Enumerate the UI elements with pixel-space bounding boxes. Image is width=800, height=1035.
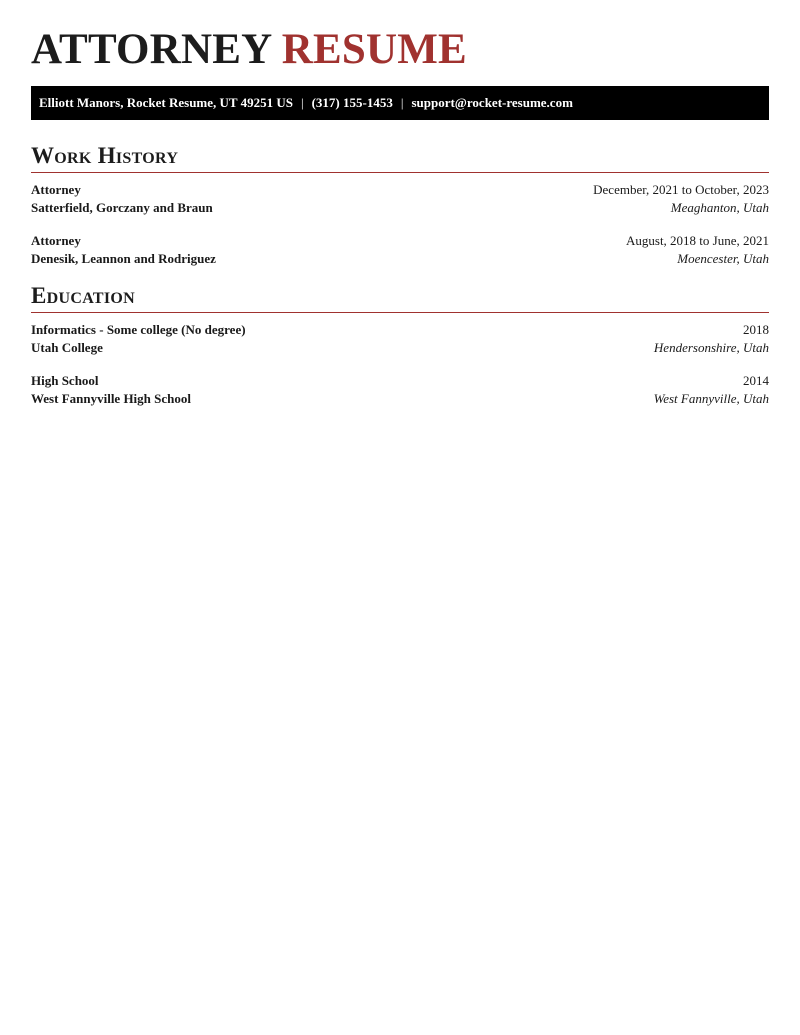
job-dates: December, 2021 to October, 2023 xyxy=(593,182,769,197)
degree-name: High School xyxy=(31,373,99,388)
graduation-year: 2018 xyxy=(743,322,769,337)
school-location: West Fannyville, Utah xyxy=(653,390,769,406)
education-entry xyxy=(31,372,769,407)
job-title: Attorney xyxy=(31,233,81,248)
education-heading: Education xyxy=(31,284,769,313)
job-location: Meaghanton, Utah xyxy=(670,199,769,215)
work-entry xyxy=(31,181,769,216)
school-location: Hendersonshire, Utah xyxy=(653,339,769,355)
degree-name: Informatics - Some college (No degree) xyxy=(31,322,246,337)
work-entry xyxy=(31,232,769,267)
contact-separator: | xyxy=(300,95,304,110)
contact-email: support@rocket-resume.com xyxy=(411,95,573,110)
work-history-heading: Work History xyxy=(31,144,769,173)
contact-separator: | xyxy=(400,95,404,110)
employer-name: Denesik, Leannon and Rodriguez xyxy=(31,250,216,266)
title-second-word: RESUME xyxy=(281,26,467,73)
graduation-year: 2014 xyxy=(743,373,769,388)
contact-address: Elliott Manors, Rocket Resume, UT 49251 US xyxy=(39,95,293,110)
contact-bar xyxy=(31,86,769,120)
education-entry xyxy=(31,321,769,356)
contact-phone: (317) 155-1453 xyxy=(311,95,393,110)
employer-name: Satterfield, Gorczany and Braun xyxy=(31,199,213,215)
job-location: Moencester, Utah xyxy=(677,250,769,266)
school-name: West Fannyville High School xyxy=(31,390,191,406)
job-dates: August, 2018 to June, 2021 xyxy=(626,233,769,248)
job-title: Attorney xyxy=(31,182,81,197)
school-name: Utah College xyxy=(31,339,103,355)
title-first-word: ATTORNEY xyxy=(31,26,271,73)
resume-title xyxy=(31,28,467,71)
